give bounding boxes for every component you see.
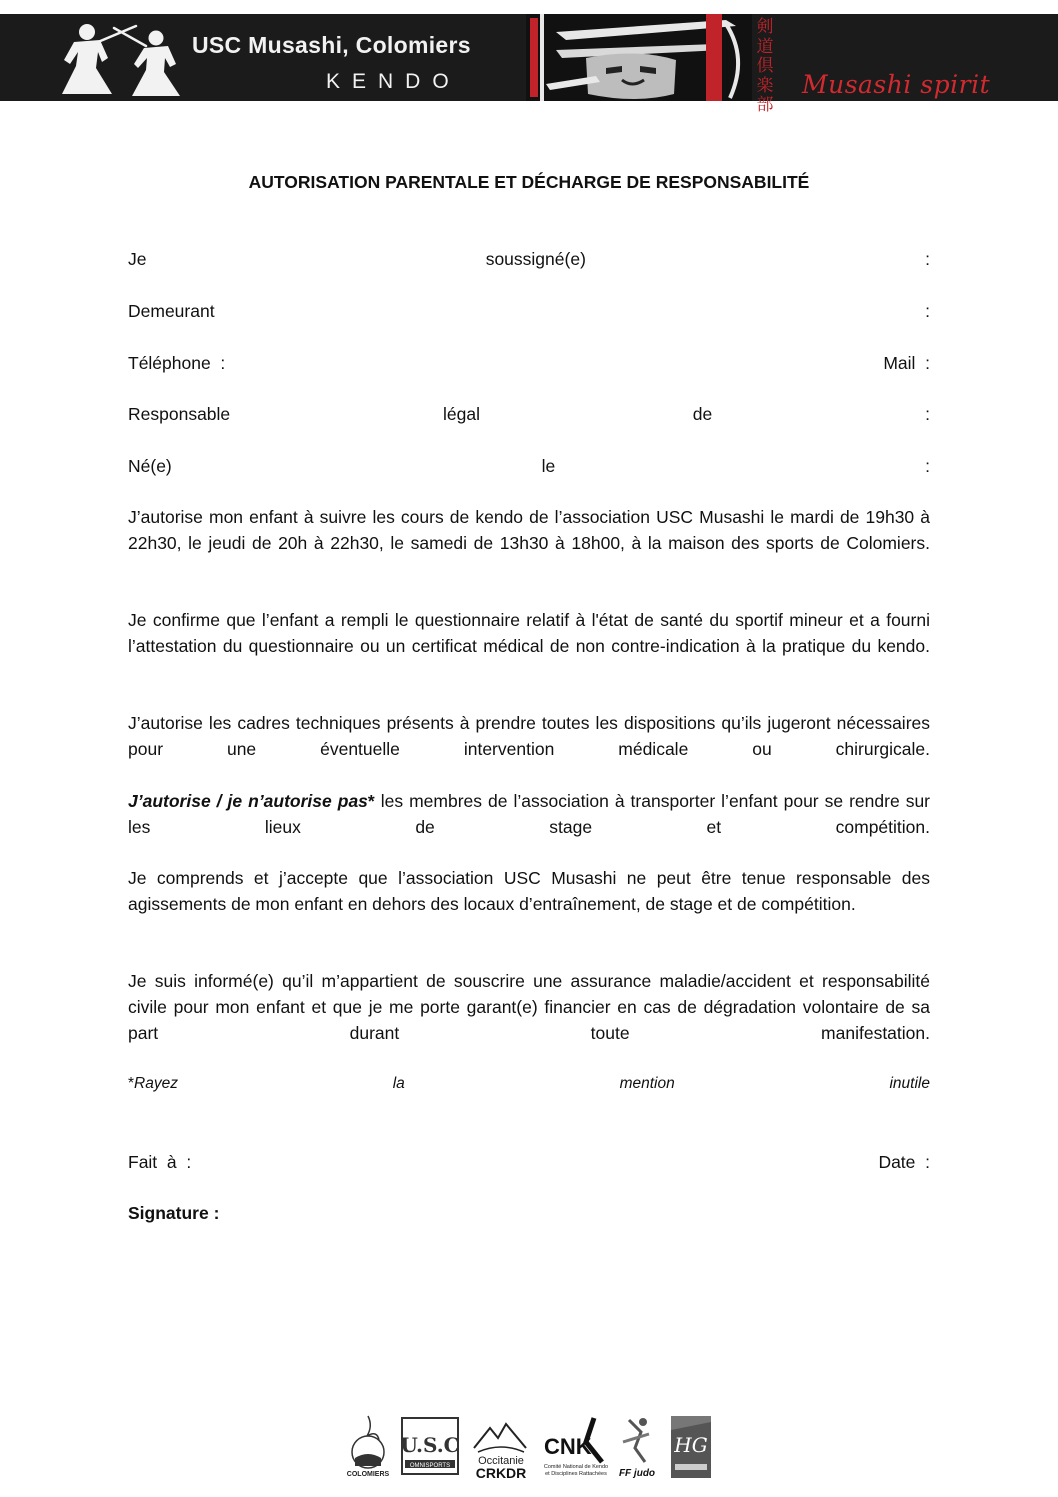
partner-logos bbox=[0, 1412, 1058, 1487]
kanji-char: 道 bbox=[756, 36, 774, 57]
occitanie-text: Occitanie bbox=[478, 1455, 524, 1467]
field-colon: : bbox=[925, 404, 930, 424]
colomiers-text: COLOMIERS bbox=[346, 1471, 390, 1478]
cnk-sub-text: Comité National de Kendo bbox=[543, 1464, 609, 1470]
paragraph-medical-intervention: J’autorise les cadres techniques présents à prendre toutes les dispositions qu’ils jugeront nécessaires pour une éventuelle intervention médicale ou chirurgicale. bbox=[128, 713, 930, 759]
kanji-char: 倶 bbox=[756, 56, 774, 76]
mail-label: Mail : bbox=[883, 353, 930, 373]
field-label: légal bbox=[442, 404, 480, 424]
transport-text: les membres de l’association à transporter l’enfant pour se rendre sur les lieux de stage et compétition. bbox=[128, 791, 931, 837]
field-label: Demeurant bbox=[128, 301, 215, 321]
slogan: Musashi spirit bbox=[802, 70, 991, 99]
footnote-star: * bbox=[367, 791, 375, 811]
telephone-label: Téléphone : bbox=[128, 353, 226, 373]
colomiers-logo bbox=[343, 1412, 393, 1482]
field-label: le bbox=[541, 456, 556, 476]
haute-garonne-logo bbox=[667, 1412, 715, 1482]
field-label: Je bbox=[128, 249, 147, 269]
ffjudo-logo bbox=[615, 1412, 659, 1482]
occitanie-crkdr-logo bbox=[468, 1412, 534, 1482]
signature-label: Signature : bbox=[128, 1203, 220, 1223]
field-colon: : bbox=[925, 301, 930, 321]
date-label: Date : bbox=[878, 1152, 930, 1172]
usc-sub-text: OMNISPORTS bbox=[409, 1463, 451, 1469]
paragraph-transport-authorization bbox=[128, 788, 930, 840]
field-colon: : bbox=[925, 249, 930, 269]
header-banner bbox=[0, 14, 1058, 115]
kendo-fighters-logo bbox=[52, 18, 192, 98]
kendo-kanji bbox=[754, 18, 776, 116]
document-title: AUTORISATION PARENTALE ET DÉCHARGE DE RESPONSABILITÉ bbox=[248, 172, 810, 192]
usc-text: U.S.C bbox=[400, 1433, 460, 1457]
field-demeurant[interactable] bbox=[128, 301, 930, 322]
footnote-strike-mention bbox=[128, 1075, 930, 1093]
footnote-text: Rayez bbox=[134, 1075, 178, 1092]
field-label: de bbox=[692, 404, 713, 424]
footnote-word: inutile bbox=[889, 1075, 930, 1092]
paragraph-course-schedule: J’autorise mon enfant à suivre les cours de kendo de l’association USC Musashi le mardi de 19h30 à 22h30, le jeudi de 20h à 22h30, le samedi de 13h30 à 18h00, à la maison des sports de Colomiers. bbox=[128, 507, 930, 553]
field-label: soussigné(e) bbox=[485, 249, 586, 269]
field-telephone-mail[interactable] bbox=[128, 353, 930, 374]
field-colon: : bbox=[925, 456, 930, 476]
usc-omnisports-logo bbox=[399, 1412, 461, 1482]
transport-choice[interactable]: J’autorise / je n’autorise pas bbox=[128, 791, 368, 811]
footnote-word: la bbox=[392, 1075, 405, 1092]
kanji-char: 楽 bbox=[756, 75, 774, 96]
footnote-word: mention bbox=[619, 1075, 675, 1092]
cnk-text: CNK bbox=[544, 1434, 592, 1459]
field-label: Né(e) bbox=[128, 456, 172, 476]
hg-text: HG bbox=[674, 1433, 708, 1457]
club-sport: KENDO bbox=[326, 70, 461, 93]
cnk-logo bbox=[542, 1412, 610, 1482]
footnote-asterisk: * bbox=[128, 1075, 135, 1092]
field-responsable-legal[interactable] bbox=[128, 404, 930, 425]
kanji-char: 剣 bbox=[756, 17, 774, 37]
crkdr-text: CRKDR bbox=[475, 1465, 527, 1481]
field-label: Responsable bbox=[128, 404, 231, 424]
field-je-soussigne[interactable] bbox=[128, 249, 930, 270]
field-ne-le[interactable] bbox=[128, 456, 930, 477]
footnote-word bbox=[128, 1075, 178, 1093]
cnk-sub-text: et Disciplines Rattachées bbox=[545, 1471, 607, 1477]
fait-a-label: Fait à : bbox=[128, 1152, 192, 1172]
field-fait-date[interactable] bbox=[128, 1152, 930, 1173]
kanji-char: 部 bbox=[756, 95, 774, 115]
club-name: USC Musashi, Colomiers bbox=[192, 32, 471, 58]
paragraph-liability: Je comprends et j’accepte que l’association USC Musashi ne peut être tenue responsable des agissements de mon enfant en dehors des locaux d’entraînement, de stage et de compétition. bbox=[128, 868, 930, 914]
samurai-artwork bbox=[526, 14, 752, 101]
paragraph-insurance: Je suis informé(e) qu’il m’appartient de souscrire une assurance maladie/accident et responsabilité civile pour mon enfant et que je me porte garant(e) financier en cas de dégradation volontaire de sa part durant toute manifestation. bbox=[128, 971, 930, 1043]
paragraph-health-questionnaire: Je confirme que l’enfant a rempli le questionnaire relatif à l'état de santé du sportif mineur et a fourni l’attestation du questionnaire ou un certificat médical de non contre-indication à la pratique du kendo. bbox=[128, 610, 930, 656]
ffjudo-text: FF judo bbox=[618, 1468, 656, 1479]
